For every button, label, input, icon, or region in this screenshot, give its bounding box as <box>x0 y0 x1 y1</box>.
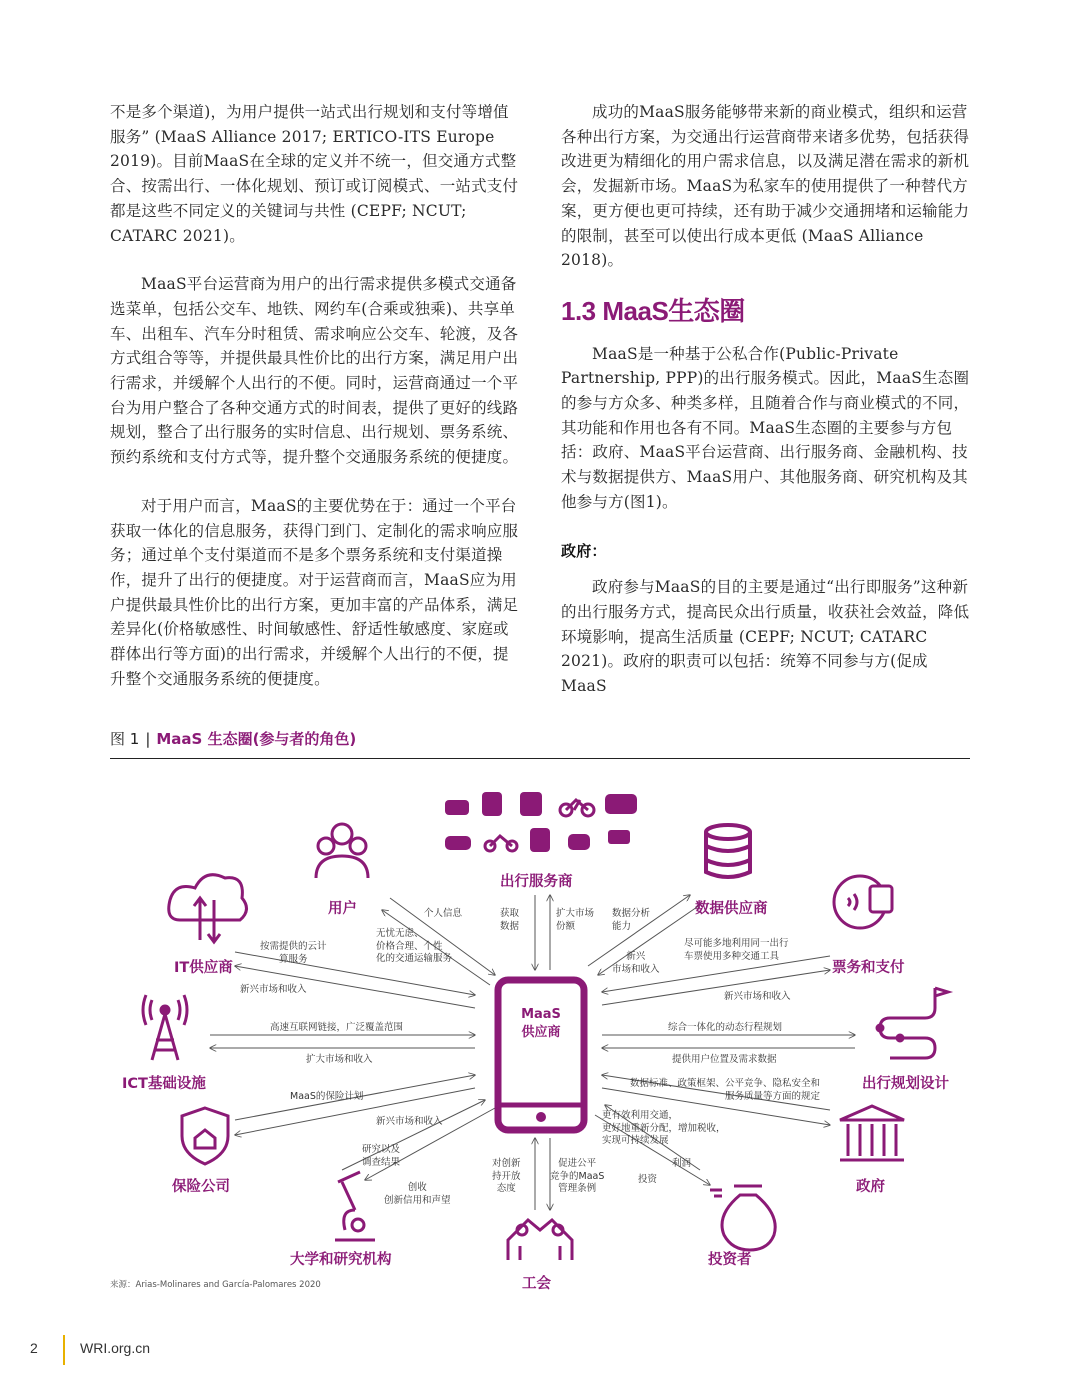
flow-label: 无忧无虑、 价格合理、个性 化的交通运输服务 <box>376 928 453 964</box>
right-text-column <box>561 100 971 699</box>
bicycle-icon <box>560 800 594 816</box>
flow-label: 研究以及 调查结果 <box>362 1144 401 1168</box>
database-icon <box>706 825 750 877</box>
flow-label: 综合一体化的动态行程规划 <box>668 1022 783 1033</box>
government-building-icon <box>840 1106 904 1160</box>
motorbike-icon <box>485 836 517 851</box>
figure-title: MaaS 生态圈(参与者的角色) <box>156 730 357 748</box>
page-number: 2 <box>30 1340 38 1356</box>
center-label: MaaS 供应商 <box>521 1007 561 1040</box>
flow-label: 扩大市场和收入 <box>306 1054 373 1065</box>
user-group-icon <box>316 824 368 878</box>
footer-divider <box>63 1335 65 1365</box>
actor-ict: ICT基础设施 <box>122 1076 206 1092</box>
paragraph: 政府参与MaaS的目的主要是通过“出行即服务”这种新的出行服务方式，提高民众出行质量，收获社会效益，降低环境影响，提高生活质量 (CEPF; NCUT; CATARC 2021)。政府的职责可以包括：统筹不同参与方(促成MaaS <box>561 578 970 696</box>
van-icon <box>605 794 637 814</box>
flow-label: 个人信息 <box>424 908 463 919</box>
cloud-icon <box>169 875 247 942</box>
tram-icon <box>520 792 542 816</box>
flow-label: 促进公平 竞争的MaaS 管理条例 <box>550 1158 605 1194</box>
flow-label: 获取 数据 <box>500 908 520 932</box>
section-title: 1.3 MaaS生态圈 <box>561 295 745 326</box>
paragraph: 不是多个渠道)，为用户提供一站式出行规划和支付等增值服务” (MaaS Alliance 2017; ERTICO-ITS Europe 2019)。目前MaaS在全球的定义并不统一，但交通方式整合、按需出行、一体化规划、预订或订阅模式、一站式支付都是这些不同定义的关键词与共性 (CEPF; NCUT; CATARC 2021)。 <box>110 103 519 245</box>
flow-label: 数据标准、政策框架、公平竞争、隐私安全和 服务质量等方面的规定 <box>630 1078 821 1102</box>
actor-university: 大学和研究机构 <box>290 1252 392 1268</box>
shield-house-icon <box>182 1108 228 1164</box>
paragraph: MaaS是一种基于公私合作(Public-Private Partnership, PPP)的出行服务模式。因此，MaaS生态圈的参与方众多、种类多样，且随着合作与商业模式的不同，其功能和作用也各有不同。MaaS生态圈的主要参与方包括：政府、MaaS平台运营商、出行服务商、金融机构、技术与数据提供方、MaaS用户、其他服务商、研究机构及其他参与方(图1)。 <box>561 344 970 511</box>
actor-user: 用户 <box>328 901 357 917</box>
figure-source: 来源：Arias-Molinares and García-Palomares 2020 <box>110 1280 321 1290</box>
actor-union: 工会 <box>522 1276 551 1292</box>
car-icon <box>445 836 471 850</box>
payment-icon <box>834 876 892 928</box>
flow-label: 更有效利用交通， 更好地重新分配，增加税收， 实现可持续发展 <box>602 1110 726 1146</box>
route-plan-icon <box>877 988 948 1058</box>
bus-icon <box>482 792 502 816</box>
flow-label: 提供用户位置及需求数据 <box>672 1054 777 1065</box>
paragraph: 成功的MaaS服务能够带来新的商业模式，组织和运营各种出行方案，为交通出行运营商带来诸多优势，包括获得改进更为精细化的用户需求信息，以及满足潜在需求的新机会，发掘新市场。MaaS为私家车的使用提供了一种替代方案，更方便也更可持续，还有助于减少交通拥堵和运输能力的限制，甚至可以使出行成本更低 (MaaS Alliance 2018)。 <box>561 103 970 270</box>
figure-header: 图 1 | MaaS 生态圈(参与者的角色) <box>110 728 970 759</box>
flow-label: 利润 <box>672 1158 692 1169</box>
flow-label: 新兴市场和收入 <box>376 1116 443 1127</box>
actor-government: 政府 <box>856 1179 885 1195</box>
flow-label: 数据分析 能力 <box>612 908 651 932</box>
taxi-icon <box>445 800 469 815</box>
paragraph: 对于用户而言，MaaS的主要优势在于：通过一个平台获取一体化的信息服务，获得门到门、定制化的需求响应服务；通过单个支付渠道而不是多个票务系统和支付渠道操作，提升了出行的便捷度。对于运营商而言，MaaS应为用户提供最具性价比的出行方案，更加丰富的产品体系，满足差异化(价格敏感性、时间敏感性、舒适性敏感度、家庭或群体出行等方面)的出行需求，并缓解个人出行的不便，提升整个交通服务系统的便捷度。 <box>110 496 519 688</box>
flow-label: 尽可能多地利用同一出行 车票使用多种交通工具 <box>684 938 789 962</box>
flow-label: 对创新 持开放 态度 <box>492 1158 521 1194</box>
taxi-car-icon <box>568 834 590 850</box>
site-url[interactable]: WRI.org.cn <box>80 1340 151 1356</box>
raised-hands-icon <box>508 1220 572 1260</box>
transport-icons <box>445 792 637 852</box>
figure-label: 图 1 <box>110 730 140 748</box>
actor-planning: 出行规划设计 <box>862 1076 949 1092</box>
actor-it-provider: IT供应商 <box>174 960 233 976</box>
flow-label: 新兴市场和收入 <box>724 991 791 1002</box>
maas-ecosystem-diagram <box>110 770 970 1290</box>
paragraph: MaaS平台运营商为用户的出行需求提供多模式交通备选菜单，包括公交车、地铁、网约车(合乘或独乘)、共享单车、出租车、汽车分时租赁、需求响应公交车、轮渡，及各方式组合等等，并提供最具性价比的出行方案，满足用户出行需求，并缓解个人出行的不便。同时，运营商通过一个平台为用户整合了各种交通方式的时间表，提供了更好的线路规划，整合了出行服务的实时信息、出行规划、票务系统、预约系统和支付方式等，提升整个交通服务系统的便捷度。 <box>110 275 519 467</box>
flow-label: 新兴市场和收入 <box>240 984 307 995</box>
ferry-icon <box>608 830 630 844</box>
actor-investor: 投资者 <box>708 1252 752 1268</box>
antenna-tower-icon <box>143 995 187 1060</box>
money-bag-icon <box>710 1186 775 1250</box>
left-text-column <box>110 100 520 715</box>
flow-label: 新兴 市场和收入 <box>612 951 660 975</box>
subheading: 政府： <box>561 541 607 560</box>
flow-label: 投资 <box>638 1174 658 1185</box>
flow-label: MaaS的保险计划 <box>290 1091 364 1102</box>
train-icon <box>530 828 550 852</box>
phone-icon <box>498 980 584 1130</box>
actor-insurance: 保险公司 <box>172 1179 230 1195</box>
flow-label: 按需提供的云计 算服务 <box>260 941 327 965</box>
flow-label: 高速互联网链接，广泛覆盖范围 <box>270 1022 404 1033</box>
flow-label: 扩大市场 份额 <box>556 908 595 932</box>
actor-data-provider: 数据供应商 <box>695 901 768 917</box>
microscope-icon <box>335 1172 375 1240</box>
actor-travel-provider: 出行服务商 <box>500 874 573 890</box>
actor-ticketing: 票务和支付 <box>832 960 905 976</box>
flow-label: 创收 创新信用和声望 <box>384 1182 451 1206</box>
